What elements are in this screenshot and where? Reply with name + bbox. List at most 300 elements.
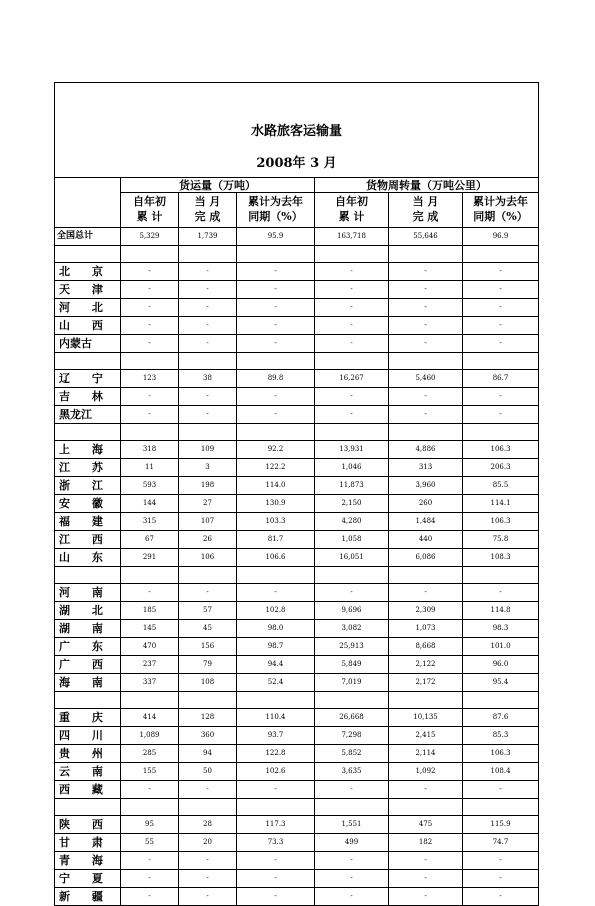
region-name: 西 藏 <box>55 781 121 799</box>
value-cell: 38 <box>179 370 237 388</box>
total-row <box>55 228 539 246</box>
value-cell: 94 <box>179 745 237 763</box>
value-cell: 163,718 <box>315 228 389 246</box>
value-cell: - <box>315 852 389 870</box>
column-header-row <box>55 193 539 228</box>
value-cell: 106.6 <box>237 549 315 567</box>
spacer-cell <box>315 246 389 263</box>
table-row <box>55 441 539 459</box>
spacer-cell <box>237 424 315 441</box>
value-cell: 593 <box>121 477 179 495</box>
column-header-line: 同期（%） <box>248 210 303 223</box>
region-name: 福 建 <box>55 513 121 531</box>
spacer-cell <box>463 424 539 441</box>
value-cell: 5,329 <box>121 228 179 246</box>
region-name: 吉 林 <box>55 388 121 406</box>
value-cell: - <box>179 852 237 870</box>
value-cell: 2,122 <box>389 656 463 674</box>
spacer-cell <box>315 692 389 709</box>
table-row <box>55 781 539 799</box>
value-cell: 26,668 <box>315 709 389 727</box>
table-row <box>55 495 539 513</box>
value-cell: 123 <box>121 370 179 388</box>
spacer-cell <box>55 424 121 441</box>
region-header-cell <box>55 178 121 228</box>
table-row <box>55 549 539 567</box>
value-cell: 470 <box>121 638 179 656</box>
value-cell: 7,298 <box>315 727 389 745</box>
statistics-sheet <box>54 82 538 906</box>
column-header-line: 同期（%） <box>473 210 528 223</box>
value-cell: 11,873 <box>315 477 389 495</box>
region-name: 辽 宁 <box>55 370 121 388</box>
table-row <box>55 888 539 906</box>
value-cell: 81.7 <box>237 531 315 549</box>
value-cell: 89.8 <box>237 370 315 388</box>
table-row <box>55 763 539 781</box>
value-cell: 1,739 <box>179 228 237 246</box>
spacer-row <box>55 353 539 370</box>
spacer-cell <box>121 692 179 709</box>
region-name: 甘 肃 <box>55 834 121 852</box>
value-cell: 198 <box>179 477 237 495</box>
value-cell: 95.9 <box>237 228 315 246</box>
column-header-line: 累 计 <box>338 210 365 223</box>
value-cell: 499 <box>315 834 389 852</box>
title-row <box>55 113 539 149</box>
value-cell: - <box>121 852 179 870</box>
value-cell: 92.2 <box>237 441 315 459</box>
value-cell: 106.3 <box>463 513 539 531</box>
spacer-cell <box>463 799 539 816</box>
spacer-cell <box>463 692 539 709</box>
value-cell: 3 <box>179 459 237 477</box>
table-row <box>55 299 539 317</box>
value-cell: - <box>463 852 539 870</box>
value-cell: 98.0 <box>237 620 315 638</box>
table-row <box>55 852 539 870</box>
value-cell: - <box>237 781 315 799</box>
value-cell: 155 <box>121 763 179 781</box>
spacer-cell <box>55 246 121 263</box>
table-row <box>55 281 539 299</box>
value-cell: 5,460 <box>389 370 463 388</box>
value-cell: 285 <box>121 745 179 763</box>
spacer-cell <box>121 799 179 816</box>
value-cell: 1,089 <box>121 727 179 745</box>
value-cell: 27 <box>179 495 237 513</box>
value-cell: 106.3 <box>463 745 539 763</box>
table-title: 水路旅客运输量 <box>55 113 539 149</box>
value-cell: - <box>463 781 539 799</box>
value-cell: - <box>389 870 463 888</box>
value-cell: - <box>179 406 237 424</box>
region-name: 天 津 <box>55 281 121 299</box>
value-cell: 114.1 <box>463 495 539 513</box>
value-cell: - <box>121 781 179 799</box>
spacer-cell <box>389 246 463 263</box>
table-row <box>55 638 539 656</box>
column-header-line: 完 成 <box>412 210 439 223</box>
value-cell: - <box>237 335 315 353</box>
value-cell: 2,150 <box>315 495 389 513</box>
value-cell: - <box>179 299 237 317</box>
value-cell: 3,960 <box>389 477 463 495</box>
value-cell: 3,082 <box>315 620 389 638</box>
table-row <box>55 620 539 638</box>
value-cell: 318 <box>121 441 179 459</box>
column-header-line: 自年初 <box>133 195 166 209</box>
value-cell: 291 <box>121 549 179 567</box>
table-row <box>55 870 539 888</box>
spacer-cell <box>121 246 179 263</box>
region-name: 黑龙江 <box>55 406 121 424</box>
value-cell: - <box>315 281 389 299</box>
value-cell: - <box>121 870 179 888</box>
transport-table <box>54 82 539 906</box>
region-name: 宁 夏 <box>55 870 121 888</box>
value-cell: - <box>315 584 389 602</box>
value-cell: - <box>237 317 315 335</box>
region-name: 四 川 <box>55 727 121 745</box>
value-cell: 145 <box>121 620 179 638</box>
value-cell: 185 <box>121 602 179 620</box>
value-cell: - <box>315 781 389 799</box>
value-cell: - <box>463 406 539 424</box>
spacer-cell <box>315 424 389 441</box>
value-cell: 128 <box>179 709 237 727</box>
spacer-cell <box>55 799 121 816</box>
spacer-cell <box>55 353 121 370</box>
value-cell: - <box>179 388 237 406</box>
region-name: 湖 南 <box>55 620 121 638</box>
region-name: 河 北 <box>55 299 121 317</box>
spacer-cell <box>315 799 389 816</box>
value-cell: 55 <box>121 834 179 852</box>
value-cell: 103.3 <box>237 513 315 531</box>
value-cell: 57 <box>179 602 237 620</box>
value-cell: 7,019 <box>315 674 389 692</box>
region-name: 内蒙古 <box>55 335 121 353</box>
value-cell: - <box>179 870 237 888</box>
region-name: 安 徽 <box>55 495 121 513</box>
value-cell: 182 <box>389 834 463 852</box>
value-cell: 2,309 <box>389 602 463 620</box>
value-cell: - <box>121 263 179 281</box>
value-cell: 50 <box>179 763 237 781</box>
value-cell: - <box>463 281 539 299</box>
spacer-row <box>55 799 539 816</box>
value-cell: 2,415 <box>389 727 463 745</box>
table-row <box>55 674 539 692</box>
region-name: 河 南 <box>55 584 121 602</box>
value-cell: - <box>121 388 179 406</box>
value-cell: - <box>463 584 539 602</box>
region-name: 广 西 <box>55 656 121 674</box>
table-row <box>55 656 539 674</box>
region-name: 山 西 <box>55 317 121 335</box>
value-cell: - <box>315 263 389 281</box>
table-row <box>55 834 539 852</box>
table-row <box>55 602 539 620</box>
spacer-cell <box>179 424 237 441</box>
value-cell: 28 <box>179 816 237 834</box>
value-cell: - <box>315 888 389 906</box>
value-cell: 4,886 <box>389 441 463 459</box>
subtitle-row <box>55 149 539 178</box>
value-cell: - <box>179 335 237 353</box>
spacer-cell <box>389 353 463 370</box>
value-cell: - <box>389 888 463 906</box>
value-cell: - <box>121 281 179 299</box>
spacer-cell <box>389 424 463 441</box>
spacer-cell <box>389 692 463 709</box>
value-cell: - <box>315 335 389 353</box>
column-header-line: 当 月 <box>194 195 221 209</box>
region-name: 青 海 <box>55 852 121 870</box>
value-cell: 440 <box>389 531 463 549</box>
value-cell: 1,058 <box>315 531 389 549</box>
value-cell: 13,931 <box>315 441 389 459</box>
value-cell: 108 <box>179 674 237 692</box>
table-row <box>55 531 539 549</box>
region-name: 海 南 <box>55 674 121 692</box>
value-cell: - <box>389 584 463 602</box>
value-cell: - <box>121 299 179 317</box>
region-name: 山 东 <box>55 549 121 567</box>
value-cell: - <box>179 281 237 299</box>
value-cell: - <box>315 406 389 424</box>
region-name: 云 南 <box>55 763 121 781</box>
value-cell: 85.5 <box>463 477 539 495</box>
table-row <box>55 459 539 477</box>
value-cell: - <box>121 888 179 906</box>
value-cell: 1,484 <box>389 513 463 531</box>
value-cell: 16,267 <box>315 370 389 388</box>
region-name: 陕 西 <box>55 816 121 834</box>
value-cell: 11 <box>121 459 179 477</box>
spacer-cell <box>237 353 315 370</box>
value-cell: 9,696 <box>315 602 389 620</box>
value-cell: - <box>237 299 315 317</box>
value-cell: - <box>463 388 539 406</box>
value-cell: - <box>315 870 389 888</box>
value-cell: 108.4 <box>463 763 539 781</box>
value-cell: 10,135 <box>389 709 463 727</box>
value-cell: - <box>237 870 315 888</box>
value-cell: 74.7 <box>463 834 539 852</box>
value-cell: - <box>463 317 539 335</box>
table-row <box>55 388 539 406</box>
group-header-row <box>55 178 539 193</box>
table-row <box>55 727 539 745</box>
spacer-cell <box>55 567 121 584</box>
value-cell: 75.8 <box>463 531 539 549</box>
value-cell: - <box>315 317 389 335</box>
value-cell: - <box>179 584 237 602</box>
column-header-line: 累计为去年 <box>248 195 303 209</box>
value-cell: - <box>179 781 237 799</box>
value-cell: 26 <box>179 531 237 549</box>
value-cell: - <box>179 263 237 281</box>
value-cell: 313 <box>389 459 463 477</box>
value-cell: 67 <box>121 531 179 549</box>
spacer-row <box>55 246 539 263</box>
value-cell: 95 <box>121 816 179 834</box>
spacer-row <box>55 424 539 441</box>
value-cell: - <box>237 584 315 602</box>
top-blank-row <box>55 83 539 114</box>
spacer-cell <box>179 799 237 816</box>
value-cell: - <box>389 317 463 335</box>
table-row <box>55 745 539 763</box>
value-cell: 85.3 <box>463 727 539 745</box>
value-cell: - <box>179 888 237 906</box>
value-cell: 1,092 <box>389 763 463 781</box>
value-cell: - <box>389 263 463 281</box>
spacer-cell <box>463 246 539 263</box>
value-cell: 16,051 <box>315 549 389 567</box>
region-name: 江 西 <box>55 531 121 549</box>
value-cell: 117.3 <box>237 816 315 834</box>
value-cell: 109 <box>179 441 237 459</box>
spacer-cell <box>121 567 179 584</box>
value-cell: 98.3 <box>463 620 539 638</box>
spacer-cell <box>237 692 315 709</box>
spacer-cell <box>315 353 389 370</box>
value-cell: 144 <box>121 495 179 513</box>
value-cell: 98.7 <box>237 638 315 656</box>
value-cell: - <box>237 888 315 906</box>
value-cell: 107 <box>179 513 237 531</box>
value-cell: 114.0 <box>237 477 315 495</box>
value-cell: 102.6 <box>237 763 315 781</box>
value-cell: 122.2 <box>237 459 315 477</box>
value-cell: - <box>179 317 237 335</box>
value-cell: - <box>463 299 539 317</box>
column-header-line: 完 成 <box>194 210 221 223</box>
value-cell: 115.9 <box>463 816 539 834</box>
spacer-cell <box>55 692 121 709</box>
column-header-1 <box>179 193 237 228</box>
value-cell: 52.4 <box>237 674 315 692</box>
table-row <box>55 584 539 602</box>
value-cell: 96.9 <box>463 228 539 246</box>
table-row <box>55 370 539 388</box>
value-cell: 106 <box>179 549 237 567</box>
value-cell: 94.4 <box>237 656 315 674</box>
value-cell: - <box>463 335 539 353</box>
table-row <box>55 263 539 281</box>
region-name: 北 京 <box>55 263 121 281</box>
top-blank-cell <box>55 83 539 114</box>
spacer-cell <box>389 567 463 584</box>
table-row <box>55 816 539 834</box>
table-row <box>55 709 539 727</box>
value-cell: 55,646 <box>389 228 463 246</box>
spacer-cell <box>389 799 463 816</box>
value-cell: 475 <box>389 816 463 834</box>
value-cell: 8,668 <box>389 638 463 656</box>
value-cell: 206.3 <box>463 459 539 477</box>
region-name: 重 庆 <box>55 709 121 727</box>
value-cell: 102.8 <box>237 602 315 620</box>
value-cell: 237 <box>121 656 179 674</box>
region-name: 上 海 <box>55 441 121 459</box>
value-cell: 106.3 <box>463 441 539 459</box>
column-header-5 <box>463 193 539 228</box>
value-cell: - <box>315 388 389 406</box>
value-cell: 45 <box>179 620 237 638</box>
region-name: 湖 北 <box>55 602 121 620</box>
spacer-cell <box>237 799 315 816</box>
value-cell: - <box>389 406 463 424</box>
total-label: 全国总计 <box>55 228 121 246</box>
value-cell: 337 <box>121 674 179 692</box>
spacer-row <box>55 692 539 709</box>
value-cell: 79 <box>179 656 237 674</box>
value-cell: - <box>121 584 179 602</box>
value-cell: - <box>463 870 539 888</box>
spacer-cell <box>179 353 237 370</box>
value-cell: - <box>389 388 463 406</box>
value-cell: 156 <box>179 638 237 656</box>
spacer-cell <box>463 567 539 584</box>
value-cell: 25,913 <box>315 638 389 656</box>
value-cell: - <box>237 852 315 870</box>
value-cell: - <box>463 263 539 281</box>
region-name: 贵 州 <box>55 745 121 763</box>
value-cell: 20 <box>179 834 237 852</box>
value-cell: 96.0 <box>463 656 539 674</box>
value-cell: - <box>389 299 463 317</box>
table-row <box>55 335 539 353</box>
column-header-line: 当 月 <box>412 195 439 209</box>
value-cell: 414 <box>121 709 179 727</box>
spacer-row <box>55 567 539 584</box>
value-cell: 360 <box>179 727 237 745</box>
column-header-2 <box>237 193 315 228</box>
value-cell: - <box>389 781 463 799</box>
spacer-cell <box>463 353 539 370</box>
spacer-cell <box>179 246 237 263</box>
table-row <box>55 513 539 531</box>
spacer-cell <box>179 692 237 709</box>
region-name: 江 苏 <box>55 459 121 477</box>
value-cell: 95.4 <box>463 674 539 692</box>
value-cell: 5,849 <box>315 656 389 674</box>
value-cell: 93.7 <box>237 727 315 745</box>
spacer-cell <box>121 353 179 370</box>
value-cell: 2,172 <box>389 674 463 692</box>
value-cell: - <box>315 299 389 317</box>
value-cell: 1,551 <box>315 816 389 834</box>
value-cell: - <box>237 406 315 424</box>
value-cell: - <box>121 406 179 424</box>
value-cell: - <box>237 263 315 281</box>
value-cell: 1,046 <box>315 459 389 477</box>
group-header-freight-turnover: 货物周转量（万吨公里） <box>315 178 539 193</box>
spacer-cell <box>121 424 179 441</box>
column-header-line: 累计为去年 <box>473 195 528 209</box>
value-cell: 2,114 <box>389 745 463 763</box>
column-header-3 <box>315 193 389 228</box>
value-cell: - <box>389 852 463 870</box>
value-cell: 122.8 <box>237 745 315 763</box>
value-cell: 110.4 <box>237 709 315 727</box>
spacer-cell <box>237 567 315 584</box>
value-cell: 4,280 <box>315 513 389 531</box>
